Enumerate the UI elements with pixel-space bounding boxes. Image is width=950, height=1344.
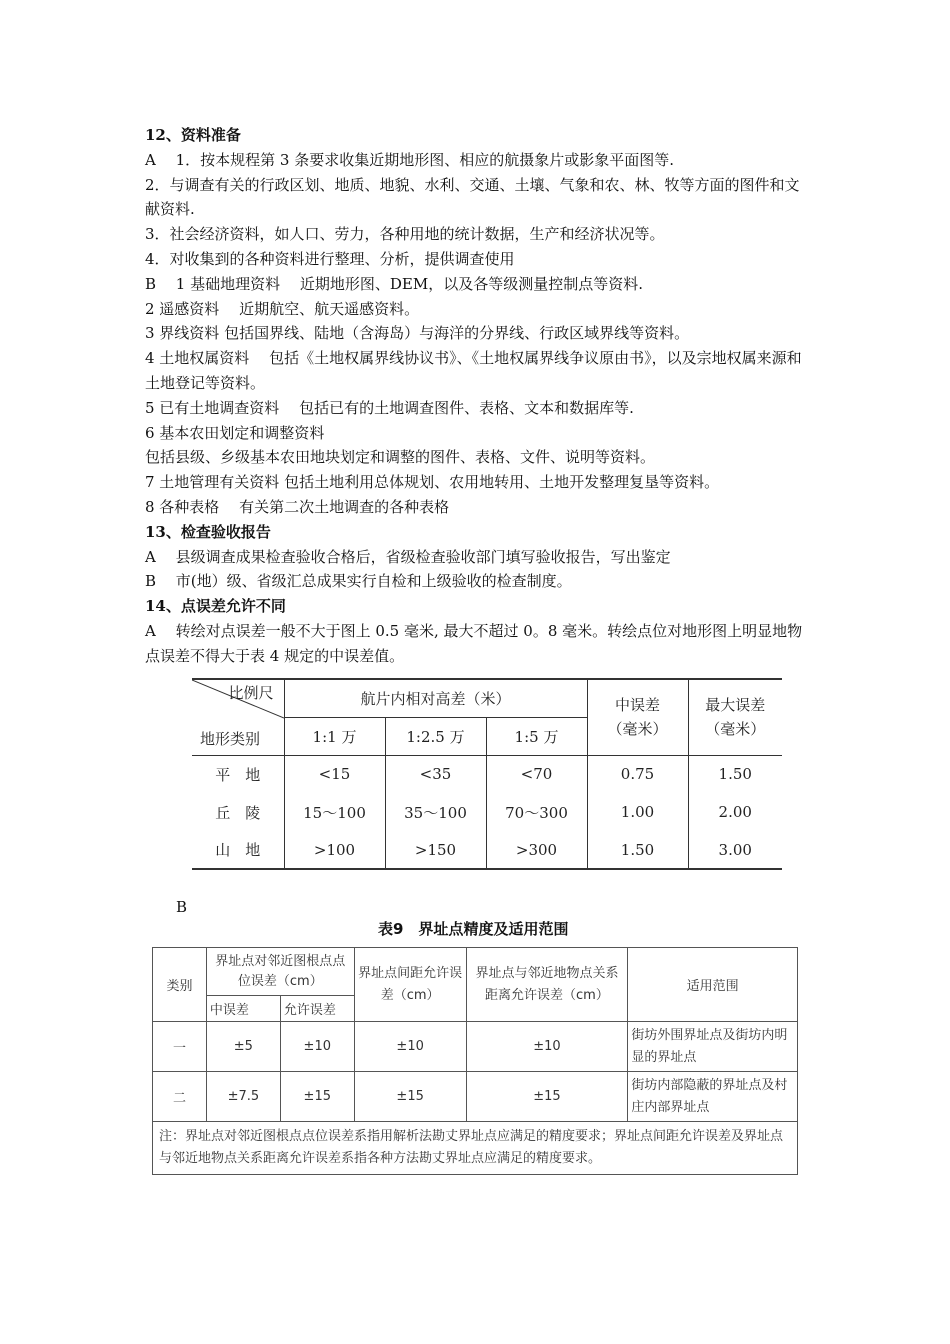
scope-header: 适用范围: [628, 948, 798, 1022]
value-cell: ±10: [280, 1022, 354, 1072]
scale-3-header: 1:5 万: [486, 717, 587, 755]
table-9-boundary-points: [152, 947, 798, 1175]
category-cell: 二: [153, 1072, 207, 1122]
s12-a1: A 1．按本规程第 3 条要求收集近期地形图、相应的航摄象片或影象平面图等.: [145, 150, 674, 169]
section-14-heading: 14、点误差允许不同: [145, 597, 286, 616]
s14-b-label: B: [176, 898, 188, 916]
value-cell: 1.50: [587, 831, 688, 869]
mid-error-subheader: 中误差: [206, 996, 280, 1022]
value-cell: 0.75: [587, 755, 688, 793]
table-4-error-limits: [192, 678, 782, 870]
s12-b1: B 1 基础地理资料 近期地形图、DEM，以及各等级测量控制点等资料.: [145, 274, 643, 293]
max-error-header: 最大误差（毫米）: [688, 679, 782, 755]
value-cell: >300: [486, 831, 587, 869]
s12-a4: 4．对收集到的各种资料进行整理、分析，提供调查使用: [145, 249, 515, 268]
value-cell: 3.00: [688, 831, 782, 869]
table-note: 注：界址点对邻近图根点点位误差系指用解析法勘丈界址点应满足的精度要求；界址点间距允许误差及界址点与邻近地物点关系距离允许误差系指各种方法勘丈界址点应满足的精度要求。: [153, 1122, 798, 1175]
s12-b6: 6 基本农田划定和调整资料: [145, 423, 325, 442]
s12-b6b: 包括县级、乡级基本农田地块划定和调整的图件、表格、文件、说明等资料。: [145, 448, 656, 467]
scale-label: 比例尺: [228, 684, 274, 702]
table-row: [192, 755, 782, 793]
document-body: [145, 123, 810, 669]
s13-a: A 县级调查成果检查验收合格后，省级检查验收部门填写验收报告，写出鉴定: [145, 547, 671, 566]
s13-b: B 市(地）级、省级汇总成果实行自检和上级验收的检查制度。: [145, 572, 572, 591]
relative-height-header: 航片内相对高差（米）: [284, 679, 587, 717]
scope-cell: 街坊内部隐蔽的界址点及村庄内部界址点: [628, 1072, 798, 1122]
s12-a2: 2．与调查有关的行政区划、地质、地貌、水利、交通、土壤、气象和农、林、牧等方面的图件和文献资料.: [145, 175, 800, 219]
point-error-header: 界址点对邻近图根点点位误差（cm）: [206, 948, 354, 996]
value-cell: 70～300: [486, 793, 587, 831]
relation-error-header: 界址点与邻近地物点关系距离允许误差（cm）: [466, 948, 628, 1022]
value-cell: ±15: [280, 1072, 354, 1122]
s12-b8: 8 各种表格 有关第二次土地调查的各种表格: [145, 497, 450, 516]
value-cell: 35～100: [385, 793, 486, 831]
section-13-heading: 13、检查验收报告: [145, 522, 271, 541]
terrain-cell: 平 地: [192, 755, 284, 793]
value-cell: 2.00: [718, 803, 752, 821]
s12-b3: 3 界线资料 包括国界线、陆地（含海岛）与海洋的分界线、行政区域界线等资料。: [145, 324, 690, 343]
section-12-heading: 12、资料准备: [145, 126, 241, 144]
s12-a3: 3．社会经济资料，如人口、劳力，各种用地的统计数据，生产和经济状况等。: [145, 225, 665, 244]
table-row: [153, 1072, 798, 1122]
mid-error-header: 中误差（毫米）: [587, 679, 688, 755]
scale-2-header: 1:2.5 万: [385, 717, 486, 755]
value-cell: 1.00: [587, 793, 688, 831]
terrain-cell: 丘 陵: [192, 793, 284, 831]
value-cell: ±15: [466, 1072, 628, 1122]
value-cell: ±10: [354, 1022, 466, 1072]
value-cell: 15～100: [284, 793, 385, 831]
spacing-error-header: 界址点间距允许误差（cm）: [354, 948, 466, 1022]
s12-b5: 5 已有土地调查资料 包括已有的土地调查图件、表格、文本和数据库等.: [145, 398, 634, 417]
value-cell: ±15: [354, 1072, 466, 1122]
category-header: 类别: [153, 948, 207, 1022]
table-row: [192, 831, 782, 869]
scope-cell: 街坊外围界址点及街坊内明显的界址点: [628, 1022, 798, 1072]
s14-a: A 转绘对点误差一般不大于图上 0.5 毫米, 最大不超过 0。8 毫米。转绘点位对地形图上明显地物点误差不得大于表 4 规定的中误差值。: [145, 621, 803, 665]
value-cell: >150: [385, 831, 486, 869]
category-cell: 一: [153, 1022, 207, 1072]
scale-1-header: 1:1 万: [284, 717, 385, 755]
terrain-cell: 山 地: [192, 831, 284, 869]
value-cell: <35: [385, 755, 486, 793]
value-cell: <70: [486, 755, 587, 793]
table-9-title: 表9 界址点精度及适用范围: [378, 920, 569, 938]
s12-b7: 7 土地管理有关资料 包括土地利用总体规划、农用地转用、土地开发整理复垦等资料。: [145, 473, 720, 492]
allow-error-subheader: 允许误差: [280, 996, 354, 1022]
table-row: [153, 1022, 798, 1072]
terrain-type-label: 地形类别: [200, 729, 261, 748]
value-cell: >100: [284, 831, 385, 869]
value-cell: ±10: [466, 1022, 628, 1072]
value-cell: 1.50: [718, 765, 752, 784]
value-cell: ±5: [206, 1022, 280, 1072]
value-cell: ±7.5: [206, 1072, 280, 1122]
value-cell: <15: [284, 755, 385, 793]
table-row: [192, 793, 782, 831]
s12-b2: 2 遥感资料 近期航空、航天遥感资料。: [145, 299, 420, 318]
diagonal-header-cell: [192, 679, 284, 755]
s12-b4: 4 土地权属资料 包括《土地权属界线协议书》、《土地权属界线争议原由书》，以及宗地权属来源和土地登记等资料。: [145, 349, 802, 392]
